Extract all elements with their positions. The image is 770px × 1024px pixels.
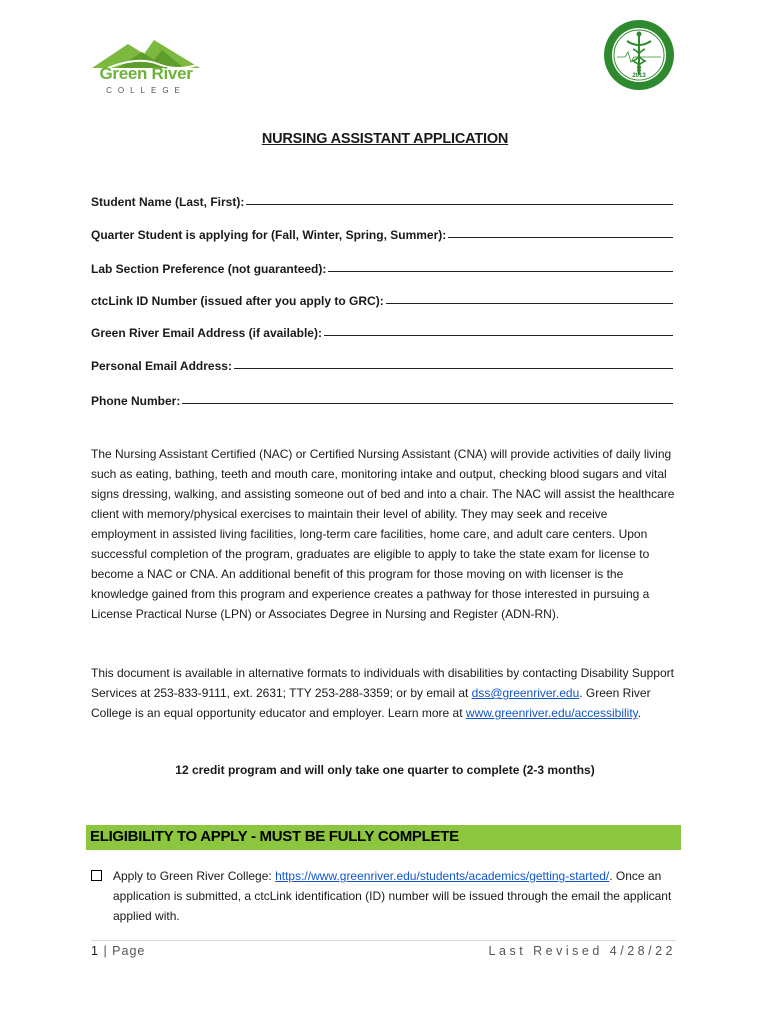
eligibility-item-suffix: . Once an application is submitted, a ctcLink identification (ID) number will be issued through the email the applicant applied with. [113,869,672,923]
eligibility-item-prefix: Apply to Green River College: [113,869,276,883]
logo-college-text: COLLEGE [106,86,186,95]
field-label: Quarter Student is applying for (Fall, Winter, Spring, Summer): [91,228,447,242]
accessibility-text: This document is available in alternative formats to individuals with disabilities by contacting Disability Support Services at 253-833-9111, ext. 2631; TTY 253-288-3359; or by email at [91,666,674,700]
eligibility-heading-bar [86,825,681,850]
quarter-field[interactable] [91,228,673,242]
fill-line[interactable] [246,204,673,205]
field-label: Personal Email Address: [91,359,232,373]
accessibility-notice [91,663,676,723]
accessibility-text-2: . Green River College is an equal opportunity educator and employer. Learn more at [91,686,651,720]
lab-section-field[interactable] [91,262,673,276]
checkbox-icon[interactable] [91,870,102,881]
logo-wordmark: Green River [99,64,193,83]
fill-line[interactable] [324,335,673,336]
field-label: Phone Number: [91,394,181,408]
field-label: ctcLink ID Number (issued after you apply to GRC): [91,294,384,308]
eligibility-item [91,866,676,926]
personal-email-field[interactable] [91,359,673,373]
ctclink-id-field[interactable] [91,294,673,308]
getting-started-link[interactable]: https://www.greenriver.edu/students/academics/getting-started/ [275,869,610,883]
page-label: | Page [103,944,146,958]
grc-email-field[interactable] [91,326,673,340]
accessibility-text-end: . [637,706,642,720]
page-title: NURSING ASSISTANT APPLICATION [261,131,509,147]
fill-line[interactable] [386,303,673,304]
accessibility-link[interactable]: www.greenriver.edu/accessibility [465,706,638,720]
caduceus-seal-icon [603,19,675,91]
fill-line[interactable] [448,237,673,238]
footer-revised: Last Revised 4/28/22 [488,944,676,958]
phone-number-field[interactable] [91,394,673,408]
dss-email-link[interactable]: dss@greenriver.edu [471,686,580,700]
footer-page [91,944,145,958]
eligibility-heading: ELIGIBILITY TO APPLY - MUST BE FULLY COMPLETE [90,828,459,845]
seal-year: 2013 [632,73,646,79]
student-name-field[interactable] [91,195,673,209]
footer-divider [91,940,676,941]
credit-note: 12 credit program and will only take one quarter to complete (2-3 months) [175,763,595,777]
program-description: The Nursing Assistant Certified (NAC) or Certified Nursing Assistant (CNA) will provide activities of daily living such as eating, bathing, teeth and mouth care, monitoring intake and output, checking blood sugars and vital signs dressing, walking, and assisting someone out of bed and into a chair. The NAC will assist the healthcare client with memory/physical exercises to maintain their level of ability. They may seek and receive employment in assisted living facilities, long-term care facilities, home care, and adult care centers. Upon successful completion of the program, graduates are eligible to apply to take the state exam for license to become a NAC or CNA. An additional benefit of this program for those moving on with licenser is the knowledge gained from this program and experience creates a pathway for those interested in pursuing a License Practical Nurse (LPN) or Associates Degree in Nursing and Register (ADN-RN). [91,447,675,621]
program-seal [603,19,675,91]
fill-line[interactable] [182,403,673,404]
fill-line[interactable] [234,368,673,369]
page-number: 1 [91,944,99,958]
field-label: Green River Email Address (if available): [91,326,322,340]
fill-line[interactable] [328,271,673,272]
field-label: Student Name (Last, First): [91,195,245,209]
green-river-logo [88,38,204,100]
field-label: Lab Section Preference (not guaranteed): [91,262,327,276]
